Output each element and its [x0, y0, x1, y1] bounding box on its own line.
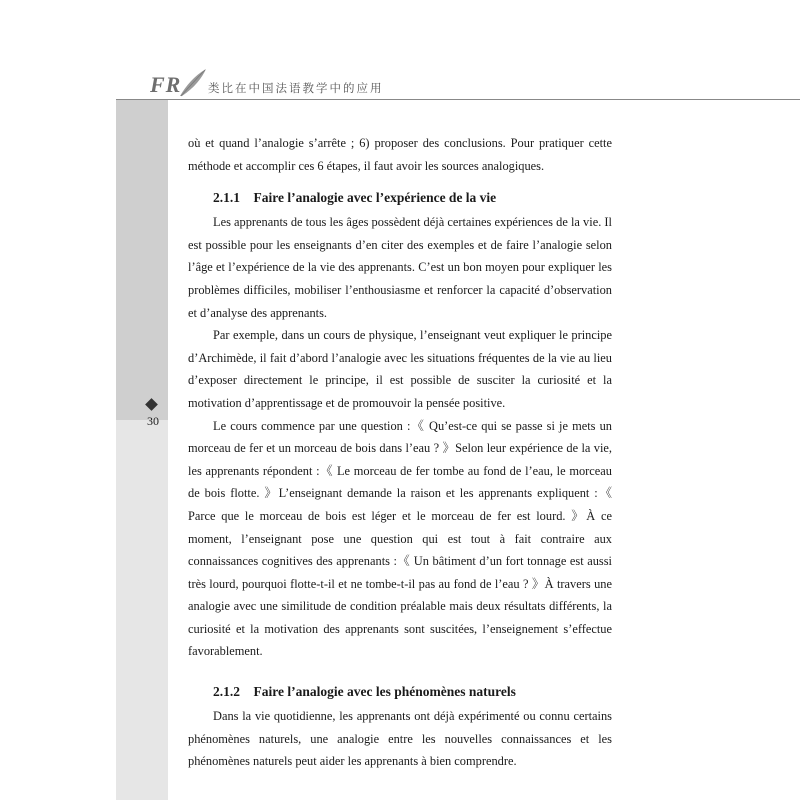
sidebar-band-dark: [116, 100, 168, 420]
intro-paragraph: où et quand l’analogie s’arrête ; 6) proposer des conclusions. Pour pratiquer cette méthode et accomplir ces 6 étapes, il faut avoir les sources analogiques.: [188, 136, 612, 173]
fr-logo: FR: [150, 72, 182, 97]
body-paragraph: Le cours commence par une question :《 Qu’est-ce qui se passe si je mets un morceau de fer et un morceau de bois dans l’eau ? 》Selon leur expérience de la vie, les apprenants répondent :《 Le morceau de fer tombe au fond de l’eau, le morceau de bois flotte. 》L’enseignant demande la raison et les apprenants expliquent :《 Parce que le morceau de bois est léger et le morceau de fer est lourd. 》À ce moment, l’enseignant pose une question qui est tout à fait contraire aux connaissances cognitives des apprenants :《 Un bâtiment d’un fort tonnage est aussi très lourd, pourquoi flotte-t-il et ne tombe-t-il pas au fond de l’eau ? 》À travers une analogie avec une similitude de condition préalable mais deux résultats différents, la curiosité et la motivation des apprenants sont suscitées, l’enseignement s’effectue favorablement.: [188, 418, 612, 659]
page-body: [188, 132, 612, 773]
body-paragraph: Les apprenants de tous les âges possèdent déjà certaines expériences de la vie. Il est possible pour les enseignants d’en citer des exemples et de faire l’analogie selon l’âge et l’expérience de la vie des apprenants. C’est un bon moyen pour expliquer les problèmes difficiles, mobiliser l’enthousiasme et renforcer la capacité d’observation et d’analyse des apprenants.: [188, 215, 612, 320]
section-heading-2-1-2: 2.1.2 Faire l’analogie avec les phénomènes naturels: [213, 684, 516, 700]
running-header-title: 类比在中国法语教学中的应用: [208, 81, 384, 95]
section-heading-2-1-1: 2.1.1 Faire l’analogie avec l’expérience de la vie: [213, 190, 497, 206]
feather-icon: [176, 66, 210, 100]
sidebar-band-light: [116, 420, 168, 800]
page-number: 30: [147, 414, 159, 428]
header-rule: [116, 99, 800, 100]
body-paragraph: Par exemple, dans un cours de physique, l’enseignant veut expliquer le principe d’Archimède, il fait d’abord l’analogie avec les situations fréquentes de la vie au lieu d’exposer directement le principe, il est possible de susciter la curiosité et la motivation d’apprentissage et de promouvoir la pensée positive.: [188, 328, 612, 410]
body-paragraph: Dans la vie quotidienne, les apprenants ont déjà expérimenté ou connu certains phénomènes naturels, une analogie entre les nouvelles connaissances et les phénomènes naturels peut aider les apprenants à bien comprendre.: [188, 709, 612, 769]
